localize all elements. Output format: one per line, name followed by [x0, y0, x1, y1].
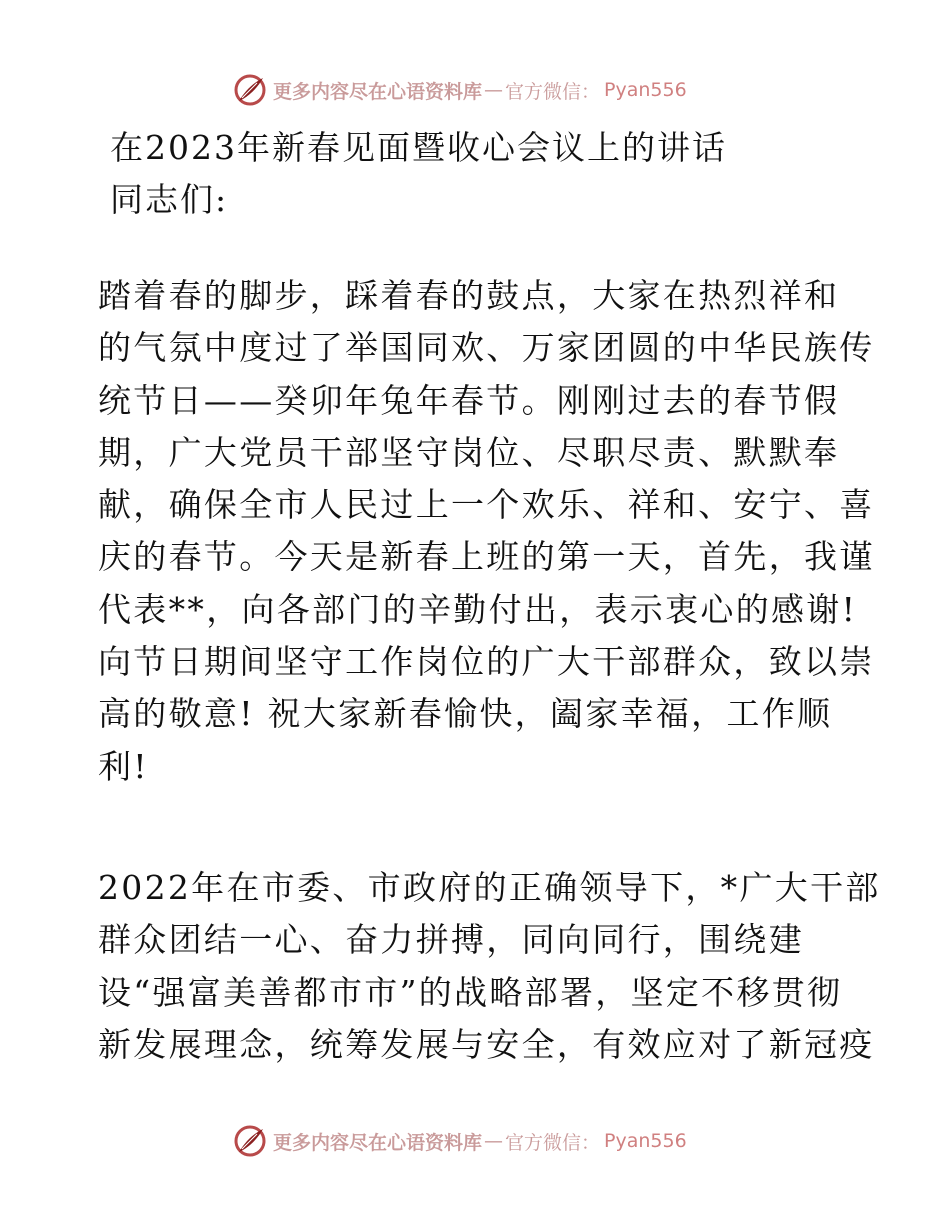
watermark-dash: —	[484, 1130, 504, 1152]
watermark-wechat-id: Pyan556	[604, 79, 687, 101]
paragraph-line: 设“强富美善都市市”的战略部署，坚定不移贯彻	[98, 972, 843, 1012]
salutation: 同志们:	[110, 180, 229, 219]
paragraph-line: 利!	[98, 746, 149, 786]
paragraph-line: 代表**，向各部门的辛勤付出，表示衷心的感谢!	[98, 589, 858, 629]
paragraph-line: 献，确保全市人民过上一个欢乐、祥和、安宁、喜	[98, 485, 875, 525]
paragraph-line: 的气氛中度过了举国同欢、万家团圆的中华民族传	[98, 328, 875, 368]
paragraph-2	[98, 862, 881, 1071]
feather-logo-icon	[233, 1124, 267, 1158]
paragraph-1	[98, 270, 875, 793]
watermark-text: 更多内容尽在心语资料库	[273, 1131, 483, 1154]
feather-logo-icon	[233, 73, 267, 107]
paragraph-line: 高的敬意! 祝大家新春愉快，阖家幸福，工作顺	[98, 694, 833, 734]
watermark-dash: —	[484, 79, 504, 101]
header-watermark	[233, 72, 687, 108]
paragraph-line: 期，广大党员干部坚守岗位、尽职尽责、默默奉	[98, 432, 840, 472]
paragraph-line: 2022年在市委、市政府的正确领导下，*广大干部	[98, 868, 881, 907]
paragraph-line: 统节日——癸卯年兔年春节。刚刚过去的春节假	[98, 380, 840, 420]
paragraph-line: 群众团结一心、奋力拼搏，同向同行，围绕建	[98, 920, 804, 960]
watermark-wechat-id: Pyan556	[604, 1130, 687, 1152]
footer-watermark	[233, 1123, 687, 1159]
document-title: 在2023年新春见面暨收心会议上的讲话	[110, 128, 727, 167]
paragraph-line: 新发展理念，统筹发展与安全，有效应对了新冠疫	[98, 1024, 875, 1064]
watermark-wechat-label: 官方微信：	[505, 1131, 601, 1154]
paragraph-line: 向节日期间坚守工作岗位的广大干部群众，致以崇	[98, 642, 875, 682]
watermark-wechat-label: 官方微信：	[505, 80, 601, 103]
paragraph-line: 庆的春节。今天是新春上班的第一天，首先，我谨	[98, 537, 875, 577]
paragraph-line: 踏着春的脚步，踩着春的鼓点，大家在热烈祥和	[98, 276, 840, 315]
watermark-text: 更多内容尽在心语资料库	[273, 80, 483, 103]
